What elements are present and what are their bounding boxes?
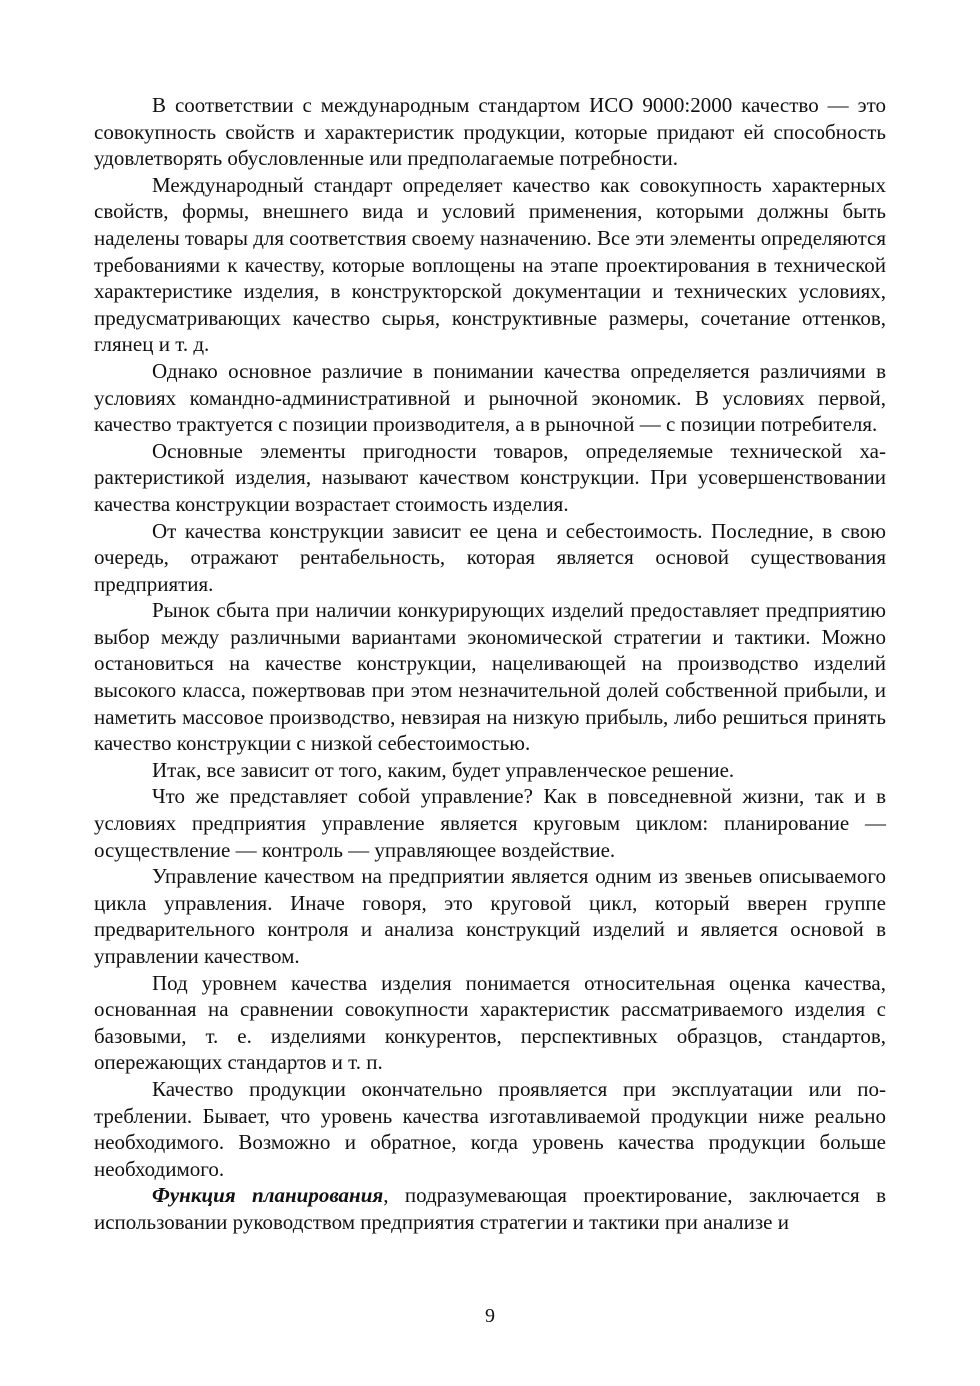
paragraph-9: Управление качеством на предприятии является одним из звеньев описываемого цикла управления. Иначе говоря, это круговой цикл, который вверен группе предварительного контроля и анализа конструкций изделий и является основой в управлении качеством. (94, 864, 886, 968)
paragraph-12-text: , подразумевающая проектирование, заключается в использовании руководством предприятия стратегии и тактики при анализе и (94, 1183, 886, 1234)
paragraph-1: В соответствии с международным стандартом ИСО 9000:2000 качество — это совокупность свойств и характеристик продукции, которые придают ей способность удовлетворять обусловленные или предполагаемые потребности. (94, 93, 886, 171)
paragraph-11: Качество продукции окончательно проявляется при эксплуатации или потреблении. Бывает, что уровень качества изготавливаемой продукции ниже реально необходимого. Возможно и обратное, когда уровень качества продукции больше необходимого. (94, 1076, 886, 1181)
paragraph-3: Однако основное различие в понимании качества определяется различиями в условиях командно-административной и рыночной экономик. В условиях первой, качество трактуется с позиции производителя, а в рыночной — с позиции потребителя. (94, 358, 886, 437)
paragraph-10: Под уровнем качества изделия понимается относительная оценка качества, основанная на сравнении совокупности характеристик рассматриваемого изделия с базовыми, т. е. изделиями конкурентов, перспективных образцов, стандартов, опережающих стандартов и т. п. (94, 970, 886, 1075)
paragraph-12 (94, 1182, 886, 1235)
planning-function-term: Функция планирования (152, 1183, 384, 1208)
paragraph-7: Итак, все зависит от того, каким, будет управленческое решение. (152, 757, 735, 782)
page-number: 9 (485, 1305, 495, 1327)
document-page (94, 92, 886, 1236)
paragraph-6: Рынок сбыта при наличии конкурирующих изделий предоставляет предприятию выбор между различными вариантами экономической стратегии и тактики. Можно остановиться на качестве конструкции, нацеливающей на производство изделий высокого класса, пожертвовав при этом незначительной долей собственной прибыли, и наметить массовое производство, невзирая на низкую прибыль, либо решиться принять качество конструкции с низкой себестоимостью. (94, 598, 886, 756)
paragraph-5: От качества конструкции зависит ее цена и себестоимость. Последние, в свою очередь, отражают рентабельность, которая является основой существования предприятия. (94, 518, 886, 596)
paragraph-4: Основные элементы пригодности товаров, определяемые технической характеристикой изделия, называют качеством конструкции. При усовершенствовании качества конструкции возрастает стоимость изделия. (94, 438, 886, 516)
paragraph-8: Что же представляет собой управление? Как в повседневной жизни, так и в условиях предприятия управление является круговым циклом: планирование — осуществление — контроль — управляющее воздействие. (94, 784, 886, 862)
paragraph-2: Международный стандарт определяет качество как совокупность характерных свойств, формы, внешнего вида и условий применения, которыми должны быть наделены товары для соответствия своему назначению. Все эти элементы определяются требованиями к качеству, которые воплощены на этапе проектирования в технической характеристике изделия, в конструкторской документации и технических условиях, предусматривающих качество сырья, конструктивные размеры, сочетание оттенков, глянец и т. д. (94, 172, 886, 357)
